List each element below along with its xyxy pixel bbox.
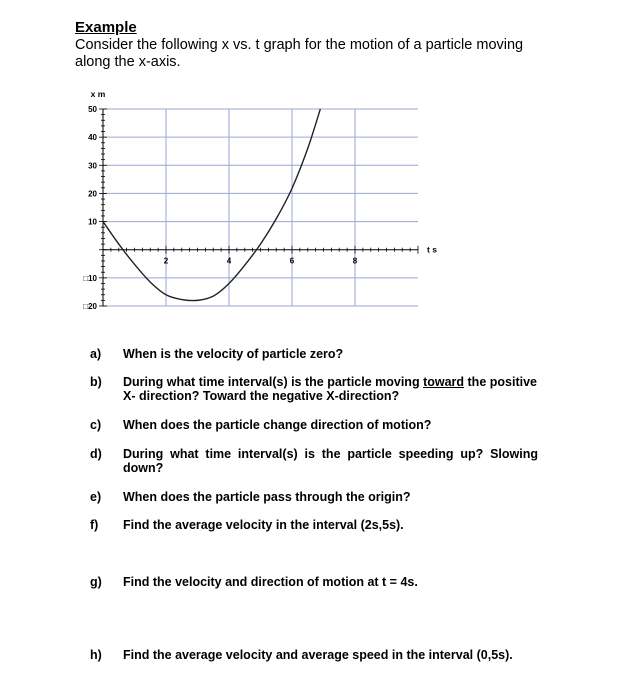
question-e-text: When does the particle pass through the origin? xyxy=(123,490,411,504)
position-curve xyxy=(103,109,320,301)
question-c-text: When does the particle change direction of motion? xyxy=(123,418,432,432)
question-h-text: Find the average velocity and average speed in the interval (0,5s). xyxy=(123,648,513,662)
y-tick-label: 10 xyxy=(88,217,97,227)
question-b-text-part1: During what time interval(s) is the particle moving xyxy=(123,375,424,389)
y-axis-label: x m xyxy=(90,89,106,99)
x-tick-label: 8 xyxy=(352,256,358,266)
question-d-label: d) xyxy=(90,447,102,461)
x-axis-label: t s xyxy=(427,244,437,255)
y-tick-label: 30 xyxy=(88,161,97,171)
question-b-underlined-word: toward xyxy=(423,375,465,389)
example-heading: Example xyxy=(75,19,137,36)
intro-text: Consider the following x vs. t graph for the motion of a particle moving along the x-axis. xyxy=(75,37,524,70)
y-tick-label: □10 xyxy=(83,273,97,283)
question-g-label: g) xyxy=(90,575,102,589)
question-f-label: f) xyxy=(90,518,99,532)
question-a-text: When is the velocity of particle zero? xyxy=(123,347,344,361)
question-h-label: h) xyxy=(90,648,102,662)
y-tick-label: □20 xyxy=(83,302,97,311)
x-tick-label: 6 xyxy=(289,256,295,266)
question-b-text xyxy=(123,375,538,403)
question-c-label: c) xyxy=(90,418,102,432)
question-e-label: e) xyxy=(90,490,102,504)
question-g-text: Find the velocity and direction of motion at t = 4s. xyxy=(123,575,418,589)
question-a-label: a) xyxy=(90,347,102,361)
y-tick-label: 40 xyxy=(88,133,97,143)
question-b-text-part2: the positive X- direction? Toward the negative X-direction? xyxy=(123,375,537,403)
question-d-text: During what time interval(s) is the particle speeding up? Slowing down? xyxy=(123,447,538,475)
question-b-label: b) xyxy=(90,375,102,389)
x-tick-label: 2 xyxy=(163,256,169,266)
question-f-text: Find the average velocity in the interval (2s,5s). xyxy=(123,518,404,532)
x-tick-label: 4 xyxy=(226,256,232,266)
y-tick-label: 50 xyxy=(88,105,97,114)
y-tick-label: 20 xyxy=(88,189,97,199)
